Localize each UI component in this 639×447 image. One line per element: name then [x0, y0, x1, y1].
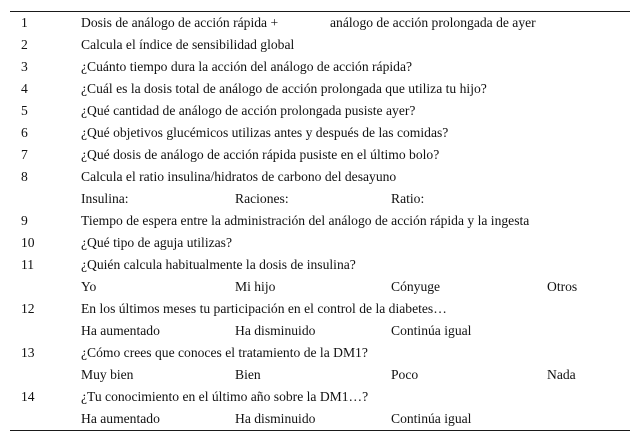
table-row — [10, 78, 630, 100]
table-row — [10, 254, 630, 276]
table-row — [10, 342, 630, 364]
row-text: ¿Quién calcula habitualmente la dosis de insulina? — [81, 257, 356, 272]
option-label: Nada — [547, 367, 576, 382]
row-text: ¿Qué objetivos glucémicos utilizas antes y después de las comidas? — [81, 125, 449, 140]
row-text: Calcula el índice de sensibilidad global — [81, 37, 295, 52]
option-label: Yo — [81, 279, 97, 294]
option-label: Poco — [391, 367, 419, 382]
options-row — [10, 188, 630, 210]
option-label: Continúa igual — [391, 323, 472, 338]
table-row — [10, 232, 630, 254]
row-text: ¿Cuál es la dosis total de análogo de acción prolongada que utiliza tu hijo? — [81, 81, 487, 96]
row-number: 8 — [21, 169, 28, 184]
option-label: Muy bien — [81, 367, 134, 382]
row-number: 9 — [21, 213, 28, 228]
row-text: Calcula el ratio insulina/hidratos de carbono del desayuno — [81, 169, 397, 184]
row-number: 6 — [21, 125, 28, 140]
table-row — [10, 386, 630, 408]
options-row — [10, 408, 630, 430]
option-label: Insulina: — [81, 191, 129, 206]
row-text: En los últimos meses tu participación en el control de la diabetes… — [81, 301, 447, 316]
option-label: Continúa igual — [391, 411, 472, 426]
row-text: ¿Tu conocimiento en el último año sobre la DM1…? — [81, 389, 369, 404]
row-number: 3 — [21, 59, 28, 74]
option-label: Ha disminuido — [235, 323, 316, 338]
table-row — [10, 122, 630, 144]
row-text: Tiempo de espera entre la administración del análogo de acción rápida y la ingesta — [81, 213, 530, 228]
row-text: ¿Cómo crees que conoces el tratamiento de la DM1? — [81, 345, 368, 360]
option-label: Mi hijo — [235, 279, 276, 294]
option-label: Ratio: — [391, 191, 425, 206]
option-label: Ha aumentado — [81, 411, 160, 426]
row-number: 11 — [21, 257, 35, 272]
row-number: 12 — [21, 301, 35, 316]
row-text: Dosis de análogo de acción rápida + — [81, 15, 279, 30]
row-text-continued: análogo de acción prolongada de ayer — [330, 15, 536, 30]
questionnaire-table — [10, 11, 630, 431]
option-label: Ha aumentado — [81, 323, 160, 338]
row-number: 7 — [21, 147, 28, 162]
row-text: ¿Qué tipo de aguja utilizas? — [81, 235, 232, 250]
options-row — [10, 276, 630, 298]
option-label: Bien — [235, 367, 261, 382]
table-row — [10, 144, 630, 166]
options-row — [10, 364, 630, 386]
table-row — [10, 56, 630, 78]
row-number: 10 — [21, 235, 35, 250]
table-row — [10, 100, 630, 122]
options-row — [10, 320, 630, 342]
row-number: 2 — [21, 37, 28, 52]
table-row — [10, 298, 630, 320]
row-number: 13 — [21, 345, 35, 360]
row-number: 4 — [21, 81, 28, 96]
table-row — [10, 34, 630, 56]
row-number: 1 — [21, 15, 28, 30]
row-text: ¿Qué cantidad de análogo de acción prolongada pusiste ayer? — [81, 103, 416, 118]
row-text: ¿Cuánto tiempo dura la acción del análogo de acción rápida? — [81, 59, 413, 74]
option-label: Otros — [547, 279, 578, 294]
row-number: 5 — [21, 103, 28, 118]
row-text: ¿Qué dosis de análogo de acción rápida pusiste en el último bolo? — [81, 147, 440, 162]
option-label: Cónyuge — [391, 279, 441, 294]
table-row — [10, 12, 630, 34]
option-label: Ha disminuido — [235, 411, 316, 426]
row-number: 14 — [21, 389, 35, 404]
table-row — [10, 166, 630, 188]
option-label: Raciones: — [235, 191, 289, 206]
table-row — [10, 210, 630, 232]
